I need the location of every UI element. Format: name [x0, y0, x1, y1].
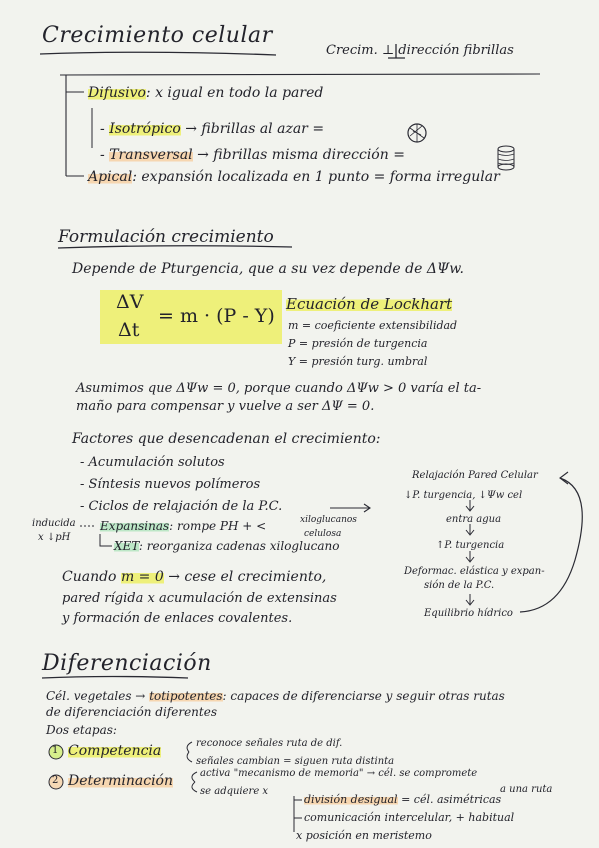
- expansinas-target-2: celulosa: [304, 529, 342, 539]
- induced-note-2: x ↓pH: [38, 532, 71, 543]
- determinacion-d: comunicación intercelular, + habitual: [304, 811, 515, 824]
- pturgencia-intro: Depende de Pturgencia, que a su vez depende de ΔΨw.: [72, 261, 464, 277]
- assume-line-1: Asumimos que ΔΨw = 0, porque cuando ΔΨw > 0 varía el ta-: [76, 381, 482, 396]
- expansinas-target-1: xiloglucanos: [300, 515, 357, 525]
- isotropico-row: - Isotrópico → fibrillas al azar =: [100, 121, 325, 137]
- determinacion-c-row: división desigual = cél. asimétricas: [304, 793, 502, 806]
- m-zero-highlight: m = 0: [120, 569, 164, 585]
- apical-label: Apical: [88, 169, 133, 185]
- expansinas-row: [100, 520, 266, 533]
- section-title-formulacion: Formulación crecimiento: [58, 227, 274, 247]
- cycle-step-4: ↑P. turgencia: [436, 540, 505, 551]
- determinacion-e: x posición en meristemo: [296, 829, 432, 842]
- cycle-step-2: ↓P. turgencia, ↓Ψw cel: [404, 490, 523, 501]
- assume-line-2: maño para compensar y vuelve a ser ΔΨ = 0.: [76, 399, 375, 414]
- difusivo-label: Difusivo: [88, 85, 146, 101]
- competencia-b: señales cambian = siguen ruta distinta: [196, 756, 395, 767]
- factor-3: - Ciclos de relajación de la P.C.: [80, 499, 283, 514]
- m-zero-row: Cuando m = 0 → cese el crecimiento,: [62, 569, 327, 585]
- def-y: Y = presión turg. umbral: [288, 355, 428, 368]
- totipotentes-highlight: totipotentes: [149, 689, 223, 703]
- cycle-step-5: Deformac. elástica y expan-: [404, 566, 545, 577]
- factor-1: - Acumulación solutos: [80, 455, 225, 470]
- def-p: P = presión de turgencia: [288, 337, 428, 350]
- xet-row: [114, 540, 340, 553]
- step-1-number: 1: [52, 745, 59, 756]
- lockhart-title: Ecuación de Lockhart: [286, 295, 453, 313]
- cycle-step-3: entra agua: [446, 514, 502, 525]
- determinacion-a: activa "mecanismo de memoria" → cél. se compromete: [200, 768, 478, 779]
- competencia-a: reconoce señales ruta de dif.: [196, 738, 343, 749]
- expansinas-text: : rompe PH + <: [169, 519, 267, 533]
- factor-2: - Síntesis nuevos polímeros: [80, 477, 261, 492]
- transversal-text: → fibrillas misma dirección =: [197, 147, 405, 163]
- transversal-label: Transversal: [109, 147, 193, 163]
- cycle-step-7: Equilibrio hídrico: [424, 608, 513, 619]
- xet-text: : reorganiza cadenas xiloglucano: [138, 539, 340, 553]
- induced-note-1: inducida: [32, 518, 76, 529]
- isotropico-text: → fibrillas al azar =: [185, 121, 325, 137]
- factors-title: Factores que desencadenan el crecimiento:: [72, 431, 381, 447]
- expansinas-label: Expansinas: [100, 519, 170, 533]
- totipotentes-line-2: de diferenciación diferentes: [46, 705, 217, 719]
- m-zero-line-3: y formación de enlaces covalentes.: [62, 611, 293, 626]
- determinacion-label: Determinación: [68, 773, 173, 789]
- determinacion-a2: a una ruta: [500, 784, 553, 795]
- cycle-step-1: Relajación Pared Celular: [412, 470, 538, 481]
- isotropico-label: Isotrópico: [109, 121, 181, 137]
- cycle-step-6: sión de la P.C.: [424, 580, 495, 591]
- equation-right-side: = m · (P - Y): [158, 305, 275, 327]
- division-desigual-highlight: división desigual: [304, 793, 398, 806]
- competencia-label: Competencia: [68, 743, 162, 759]
- section-title-crecimiento: Crecimiento celular: [42, 23, 273, 48]
- section-title-diferenciacion: Diferenciación: [42, 651, 212, 676]
- def-m: m = coeficiente extensibilidad: [288, 319, 458, 332]
- growth-direction-note: Crecim. ⊥ dirección fibrillas: [326, 43, 514, 58]
- apical-row: [88, 170, 500, 185]
- step-2-number: 2: [52, 775, 59, 786]
- m-zero-line-2: pared rígida x acumulación de extensinas: [62, 591, 337, 606]
- totipotentes-row: Cél. vegetales → totipotentes: capaces de diferenciarse y seguir otras rutas: [46, 689, 505, 703]
- dos-etapas: Dos etapas:: [46, 723, 117, 737]
- xet-label: XET: [114, 539, 139, 553]
- difusivo-text: : x igual en todo la pared: [145, 85, 324, 101]
- equation-denominator: Δt: [118, 319, 140, 341]
- apical-text: : expansión localizada en 1 punto = forma irregular: [132, 169, 500, 185]
- equation-numerator: ΔV: [116, 291, 144, 313]
- transversal-row: - Transversal → fibrillas misma dirección =: [100, 147, 405, 163]
- difusivo-row: [88, 86, 323, 101]
- determinacion-b: se adquiere x: [200, 786, 269, 797]
